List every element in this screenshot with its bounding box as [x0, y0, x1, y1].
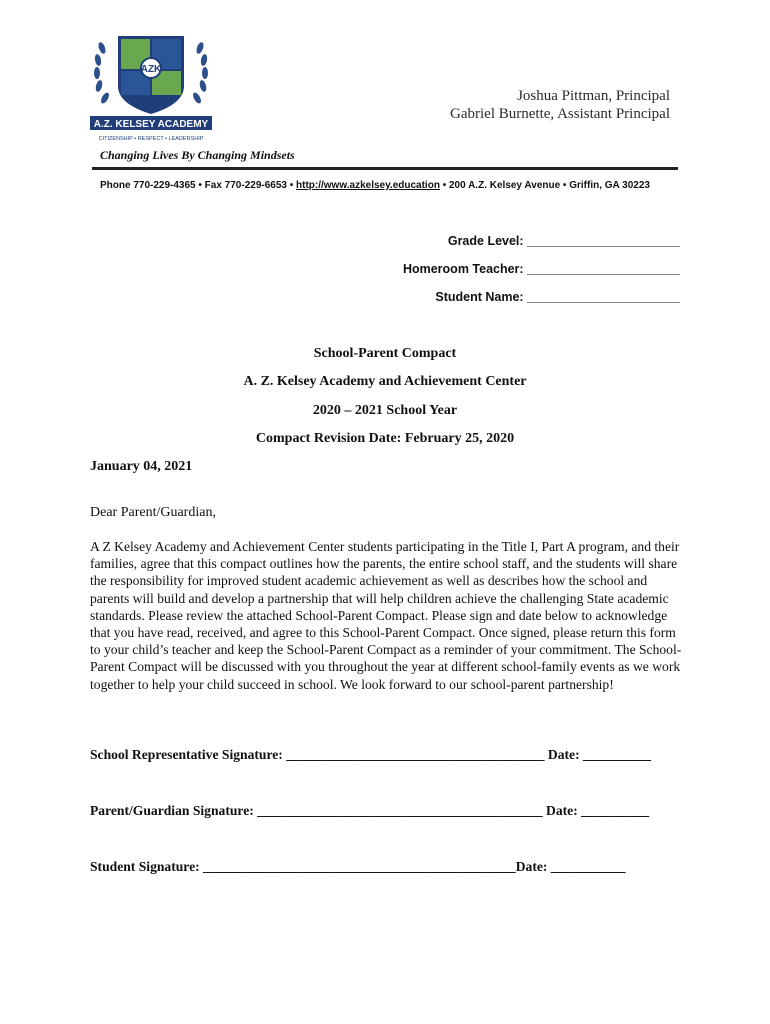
svg-text:AZK: AZK [140, 64, 162, 75]
student-name-field[interactable]: Student Name: ______________________ [435, 290, 680, 304]
school-representative-signature-line[interactable]: School Representative Signature: ______________________________________ Date: __________ [90, 747, 651, 762]
parent-guardian-signature-line[interactable]: Parent/Guardian Signature: __________________________________________ Date: __________ [90, 803, 650, 818]
revision-date-heading: Compact Revision Date: February 25, 2020 [255, 431, 515, 446]
school-logo [88, 28, 214, 144]
svg-text:A.Z. KELSEY ACADEMY: A.Z. KELSEY ACADEMY [93, 119, 209, 130]
student-signature-line[interactable]: Student Signature: ______________________________________________Date: ___________ [90, 859, 626, 874]
letter-date: January 04, 2021 [90, 459, 193, 474]
letter-greeting: Dear Parent/Guardian, [90, 505, 216, 520]
contact-line [100, 180, 650, 191]
crest-icon [88, 28, 214, 144]
school-motto: Changing Lives By Changing Mindsets [100, 148, 295, 162]
address: • 200 A.Z. Kelsey Avenue • Griffin, GA 30223 [439, 180, 650, 191]
header-divider [92, 167, 678, 170]
svg-text:CITIZENSHIP • RESPECT • LEADER: CITIZENSHIP • RESPECT • LEADERSHIP [98, 136, 204, 142]
school-year-heading: 2020 – 2021 School Year [312, 403, 458, 418]
phone-fax: Phone 770-229-4365 • Fax 770-229-6653 • [100, 180, 297, 191]
grade-level-field[interactable]: Grade Level: ______________________ [447, 234, 680, 248]
principal-name: Joshua Pittman, Principal [517, 88, 670, 104]
letter-body: A Z Kelsey Academy and Achievement Center students participating in the Title I, Part A program, and their families, agree that this compact outlines how the parents, the entire school staff, and the students will share the responsibility for improved student academic achievement as well as describes how the school and parents will build and develop a partnership that will help children achieve the challenging State academic standards. Please review the attached School-Parent Compact. Please sign and date below to acknowledge that you have read, received, and agree to this School-Parent Compact. Once signed, please return this form to your child’s teacher and keep the School-Parent Compact as a reminder of your commitment. The School-Parent Compact will be discussed with you throughout the year at different school-family events as we work together to help your child succeed in school. We look forward to our school-parent partnership! [90, 539, 682, 692]
homeroom-teacher-field[interactable]: Homeroom Teacher: ______________________ [402, 262, 680, 276]
document-title: School-Parent Compact [313, 346, 457, 361]
school-name-heading: A. Z. Kelsey Academy and Achievement Center [243, 374, 527, 389]
website-link[interactable]: http://www.azkelsey.education [296, 180, 440, 191]
assistant-principal-name: Gabriel Burnette, Assistant Principal [450, 106, 670, 122]
